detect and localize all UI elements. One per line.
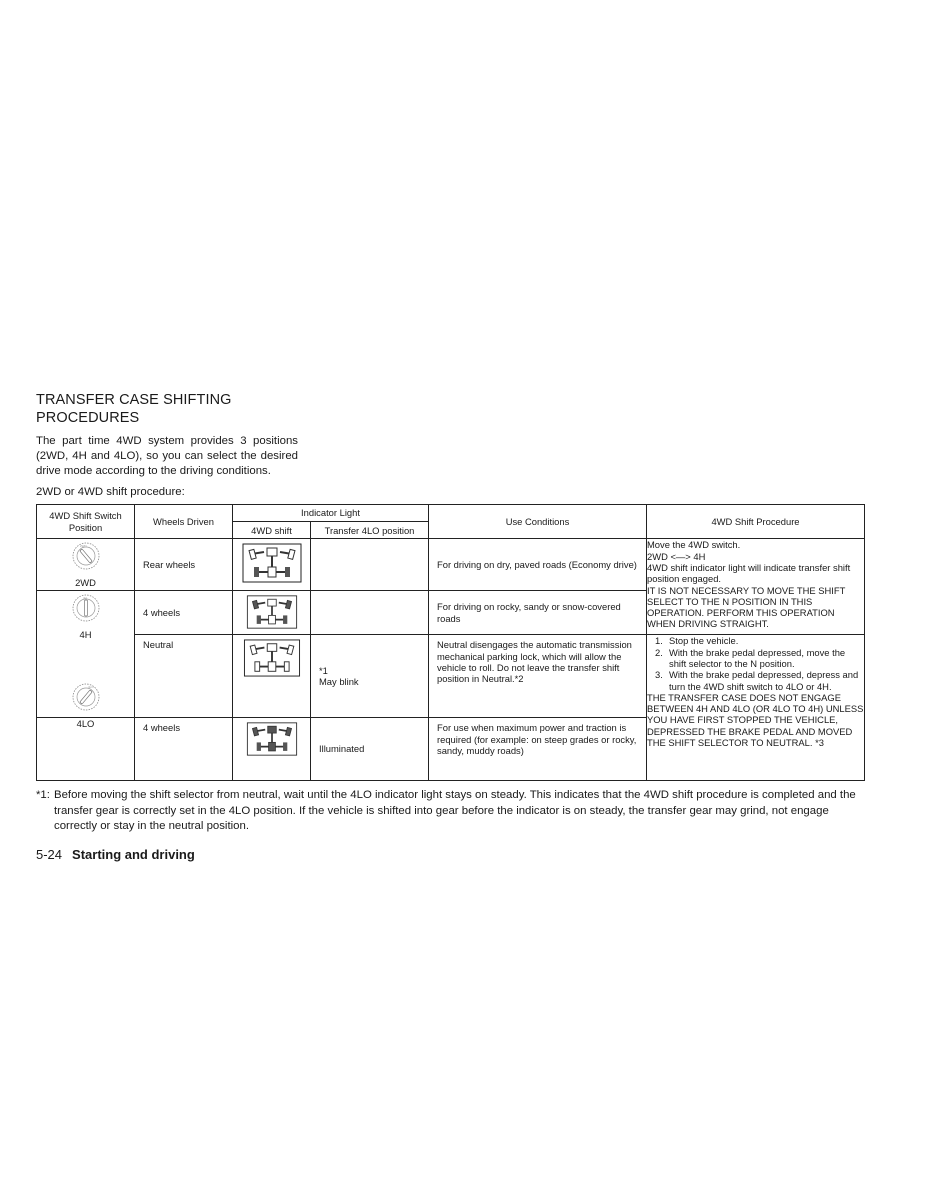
position-label-4lo: 4LO — [76, 718, 95, 730]
use-conditions-cell: For driving on rocky, sandy or snow-covered roads — [429, 590, 647, 634]
shift-procedure-4h-4lo — [647, 635, 865, 781]
header-switch-position: 4WD Shift Switch Position — [37, 505, 135, 539]
section-title-line1: TRANSFER CASE SHIFTING — [36, 392, 232, 408]
header-transfer-4lo: Transfer 4LO position — [311, 522, 429, 539]
header-shift-procedure: 4WD Shift Procedure — [647, 505, 865, 539]
page-number: 5-24 — [36, 847, 63, 862]
wheels-driven-cell: Neutral — [135, 635, 233, 718]
switch-position-cell — [37, 685, 135, 781]
4wd-indicator-icon — [242, 595, 302, 629]
procedure-step: 3. With the brake pedal depressed, depress and turn the 4WD shift switch to 4LO or 4H. — [655, 669, 859, 692]
procedure-a-line3: 4WD shift indicator light will indicate transfer shift position engaged. — [647, 561, 851, 585]
use-conditions-cell: For driving on dry, paved roads (Economy drive) — [429, 539, 647, 591]
position-label-2wd: 2WD — [75, 577, 96, 589]
intro-paragraph: The part time 4WD system provides 3 positions (2WD, 4H and 4LO), so you can select the desired drive mode according to the driving conditions. — [36, 435, 298, 477]
use-conditions-cell: For use when maximum power and traction is required (for example: on steep grades or rocky, sandy, muddy roads) — [429, 718, 647, 781]
4wd-indicator-icon — [242, 543, 302, 583]
indicator-4lo-cell — [311, 590, 429, 634]
wheels-driven-cell: 4 wheels — [135, 718, 233, 781]
header-row — [37, 505, 865, 522]
indicator-4wd-cell — [233, 539, 311, 591]
table-row — [37, 539, 865, 591]
procedure-label: 2WD or 4WD shift procedure: — [36, 486, 185, 498]
procedure-a-line1: Move the 4WD switch. — [647, 539, 741, 551]
header-use-conditions: Use Conditions — [429, 505, 647, 539]
rotary-switch-icon — [71, 541, 101, 571]
rotary-switch-icon — [71, 593, 101, 623]
footnote — [36, 788, 866, 835]
shift-procedure-2wd-4h — [647, 539, 865, 635]
svg-text:2WD: 2WD — [79, 544, 87, 549]
indicator-4lo-note: *1 — [319, 665, 328, 676]
footnote-mark: *1: — [36, 789, 50, 801]
procedure-steps — [647, 635, 864, 691]
header-indicator-light: Indicator Light — [233, 505, 429, 522]
svg-text:4H: 4H — [82, 595, 87, 600]
position-label-4h: 4H — [79, 628, 92, 640]
indicator-4lo-cell — [311, 539, 429, 591]
header-4wd-shift: 4WD shift — [233, 522, 311, 539]
section-name: Starting and driving — [72, 847, 195, 862]
indicator-4wd-cell — [233, 590, 311, 634]
indicator-4lo-cell: Illuminated — [311, 718, 429, 781]
indicator-4wd-cell — [233, 718, 311, 781]
procedure-step: 1. Stop the vehicle. — [655, 635, 739, 647]
wheels-driven-cell: 4 wheels — [135, 590, 233, 634]
section-title-line2: PROCEDURES — [36, 410, 140, 426]
use-conditions-cell: Neutral disengages the automatic transmission mechanical parking lock, which will allow the vehicle to roll. Do not leave the transfer shift position in Neutral.*2 — [429, 635, 647, 718]
procedure-a-line4: IT IS NOT NECESSARY TO MOVE THE SHIFT SELECT TO THE N POSITION IN THIS OPERATION. PERFORM THIS OPERATION WHEN DRIVING STRAIGHT. — [647, 584, 846, 630]
4wd-indicator-icon — [242, 722, 302, 756]
svg-text:4LO: 4LO — [87, 685, 94, 690]
indicator-4lo-status: May blink — [319, 676, 359, 688]
rotary-switch-icon — [71, 682, 101, 712]
table-row — [37, 635, 865, 718]
wheels-driven-cell: Rear wheels — [135, 539, 233, 591]
switch-position-cell — [37, 539, 135, 591]
indicator-4wd-cell — [233, 635, 311, 718]
section-title — [36, 391, 316, 427]
footnote-text: Before moving the shift selector from neutral, wait until the 4LO indicator light stays on steady. This indicates that the 4WD shift procedure is completed and the transfer gear is correctly set in the 4LO position. If the vehicle is shifted into gear before the indicator is on steady, the transfer gear may grind, not engage correctly or stay in the neutral position. — [54, 789, 856, 832]
shift-procedure-table — [36, 504, 865, 781]
procedure-step: 2. With the brake pedal depressed, move the shift selector to the N position. — [655, 646, 846, 669]
4wd-indicator-icon — [242, 639, 302, 677]
procedure-warning: THE TRANSFER CASE DOES NOT ENGAGE BETWEEN 4H AND 4LO (OR 4LO TO 4H) UNLESS YOU HAVE FIRST STOPPED THE VEHICLE, DEPRESSED THE BRAKE PEDAL AND MOVED THE SHIFT SELECTOR TO NEUTRAL. *3 — [647, 691, 864, 749]
page-footer — [36, 847, 195, 863]
header-wheels-driven: Wheels Driven — [135, 505, 233, 539]
procedure-a-line2: 2WD <—> 4H — [647, 550, 706, 562]
indicator-4lo-cell — [311, 635, 429, 718]
